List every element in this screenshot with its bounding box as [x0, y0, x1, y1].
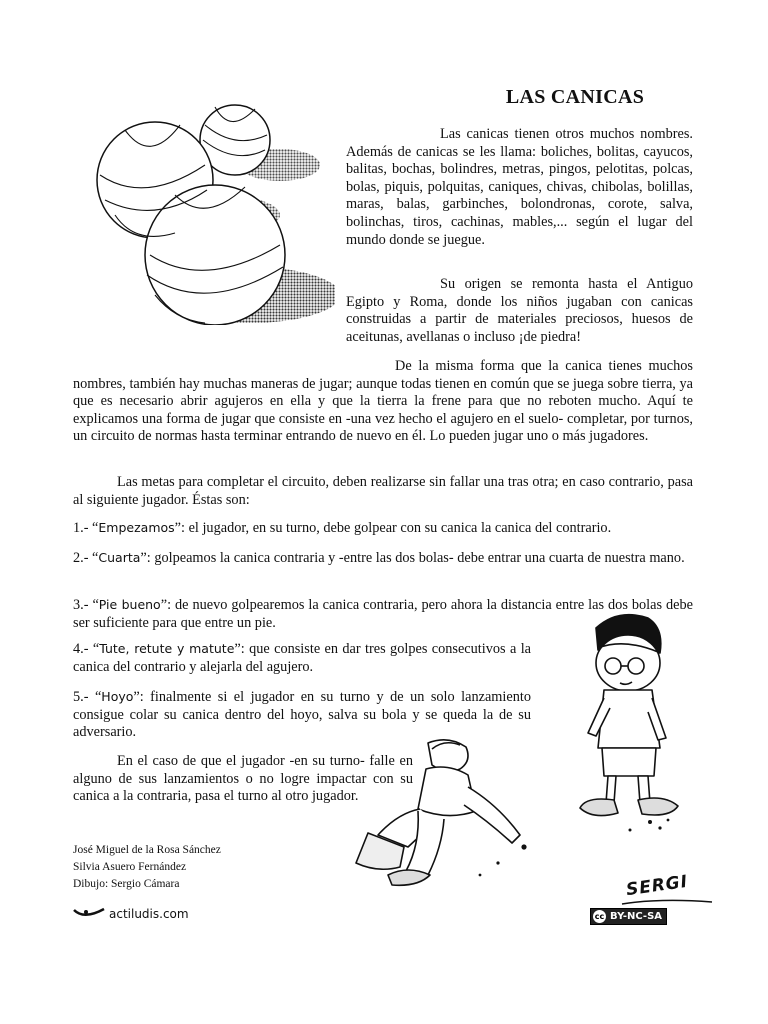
- marbles-illustration: [95, 95, 335, 325]
- rule-3-name: Pie bueno: [98, 597, 161, 612]
- rule-5: 5.- “Hoyo”: finalmente si el jugador en su turno y de un solo lanzamiento consigue colar su canica dentro del hoyo, salva su bola y se queda la de su adversario.: [73, 689, 531, 741]
- rule-2-name: Cuarta: [98, 550, 141, 565]
- signature-underline: [620, 896, 715, 908]
- rule-1-name: Empezamos: [98, 520, 175, 535]
- boy-kneeling-illustration: [348, 735, 528, 890]
- paragraph-ways-to-play: De la misma forma que la canica tienes muchos nombres, también hay muchas maneras de jugar; aunque todas tienen en común que se juega sobre tierra, ya que es necesario abrir agujeros en ella y que la tierra la frene para que no reboten mucho. Aquí te explicamos una forma de jugar que consiste en -una vez hecho el agujero en el suelo- completar, por turnos, un circuito de normas hasta terminar entrando de nuevo en él. Lo pueden jugar uno o más jugadores.: [73, 358, 693, 445]
- page-title: LAS CANICAS: [505, 86, 645, 108]
- license-text: BY-NC-SA: [610, 911, 663, 922]
- site-logo[interactable]: [72, 906, 189, 922]
- site-name: actiludis.com: [109, 907, 189, 921]
- paragraph-goals: Las metas para completar el circuito, deben realizarse sin fallar una tras otra; en caso contrario, pasa al siguiente jugador. Éstas son:: [73, 474, 693, 508]
- rule-4: 4.- “Tute, retute y matute”: que consiste en dar tres golpes consecutivos a la canica del contrario y alejarla del agujero.: [73, 641, 532, 675]
- logo-mark-icon: [72, 906, 106, 922]
- credit-author-1: José Miguel de la Rosa Sánchez: [73, 844, 221, 856]
- credit-author-2: Silvia Asuero Fernández: [73, 861, 187, 873]
- rule-4-name: Tute, retute y matute: [99, 641, 235, 656]
- intro-paragraph-2: Su origen se remonta hasta el Antiguo Egipto y Roma, donde los niños jugaban con canicas construidas a partir de materiales preciosos, huesos de aceitunas, avellanas o incluso ¡de piedra!: [346, 276, 693, 345]
- license-badge[interactable]: [590, 908, 667, 925]
- rule-1: 1.- “Empezamos”: el jugador, en su turno, debe golpear con su canica la canica del contrario.: [73, 520, 612, 536]
- credit-illustrator: Dibujo: Sergio Cámara: [73, 878, 180, 890]
- paragraph-final: En el caso de que el jugador -en su turno- falle en alguno de sus lanzamientos o no logre impactar con su canica a la contraria, pasa el turno al otro jugador.: [73, 753, 413, 805]
- intro-paragraph-1: Las canicas tienen otros muchos nombres. Además de canicas se les llama: boliches, bolitas, cayucos, balitas, bochas, bolindres, metras, pingos, pelotitas, polcas, bolas, piquis, polquitas, caniques, chivas, chibolas, bolillas, maras, balas, garbinches, bolondronas, corote, salva, bolinchas, tiros, cachinas, mables,... según el lugar del mundo donde se juegue.: [346, 126, 693, 248]
- cc-icon: cc: [594, 912, 605, 921]
- boy-standing-illustration: [568, 608, 698, 833]
- rule-3: 3.- “Pie bueno”: de nuevo golpearemos la canica contraria, pero ahora la distancia entre las dos bolas debe ser suficiente para que entre un pie.: [73, 597, 693, 631]
- rule-2: 2.- “Cuarta”: golpeamos la canica contraria y -entre las dos bolas- debe entrar una cuarta de nuestra mano.: [73, 550, 685, 566]
- rule-5-name: Hoyo: [101, 689, 134, 704]
- artist-signature: SERGI: [624, 871, 690, 901]
- credits-block: [73, 842, 333, 893]
